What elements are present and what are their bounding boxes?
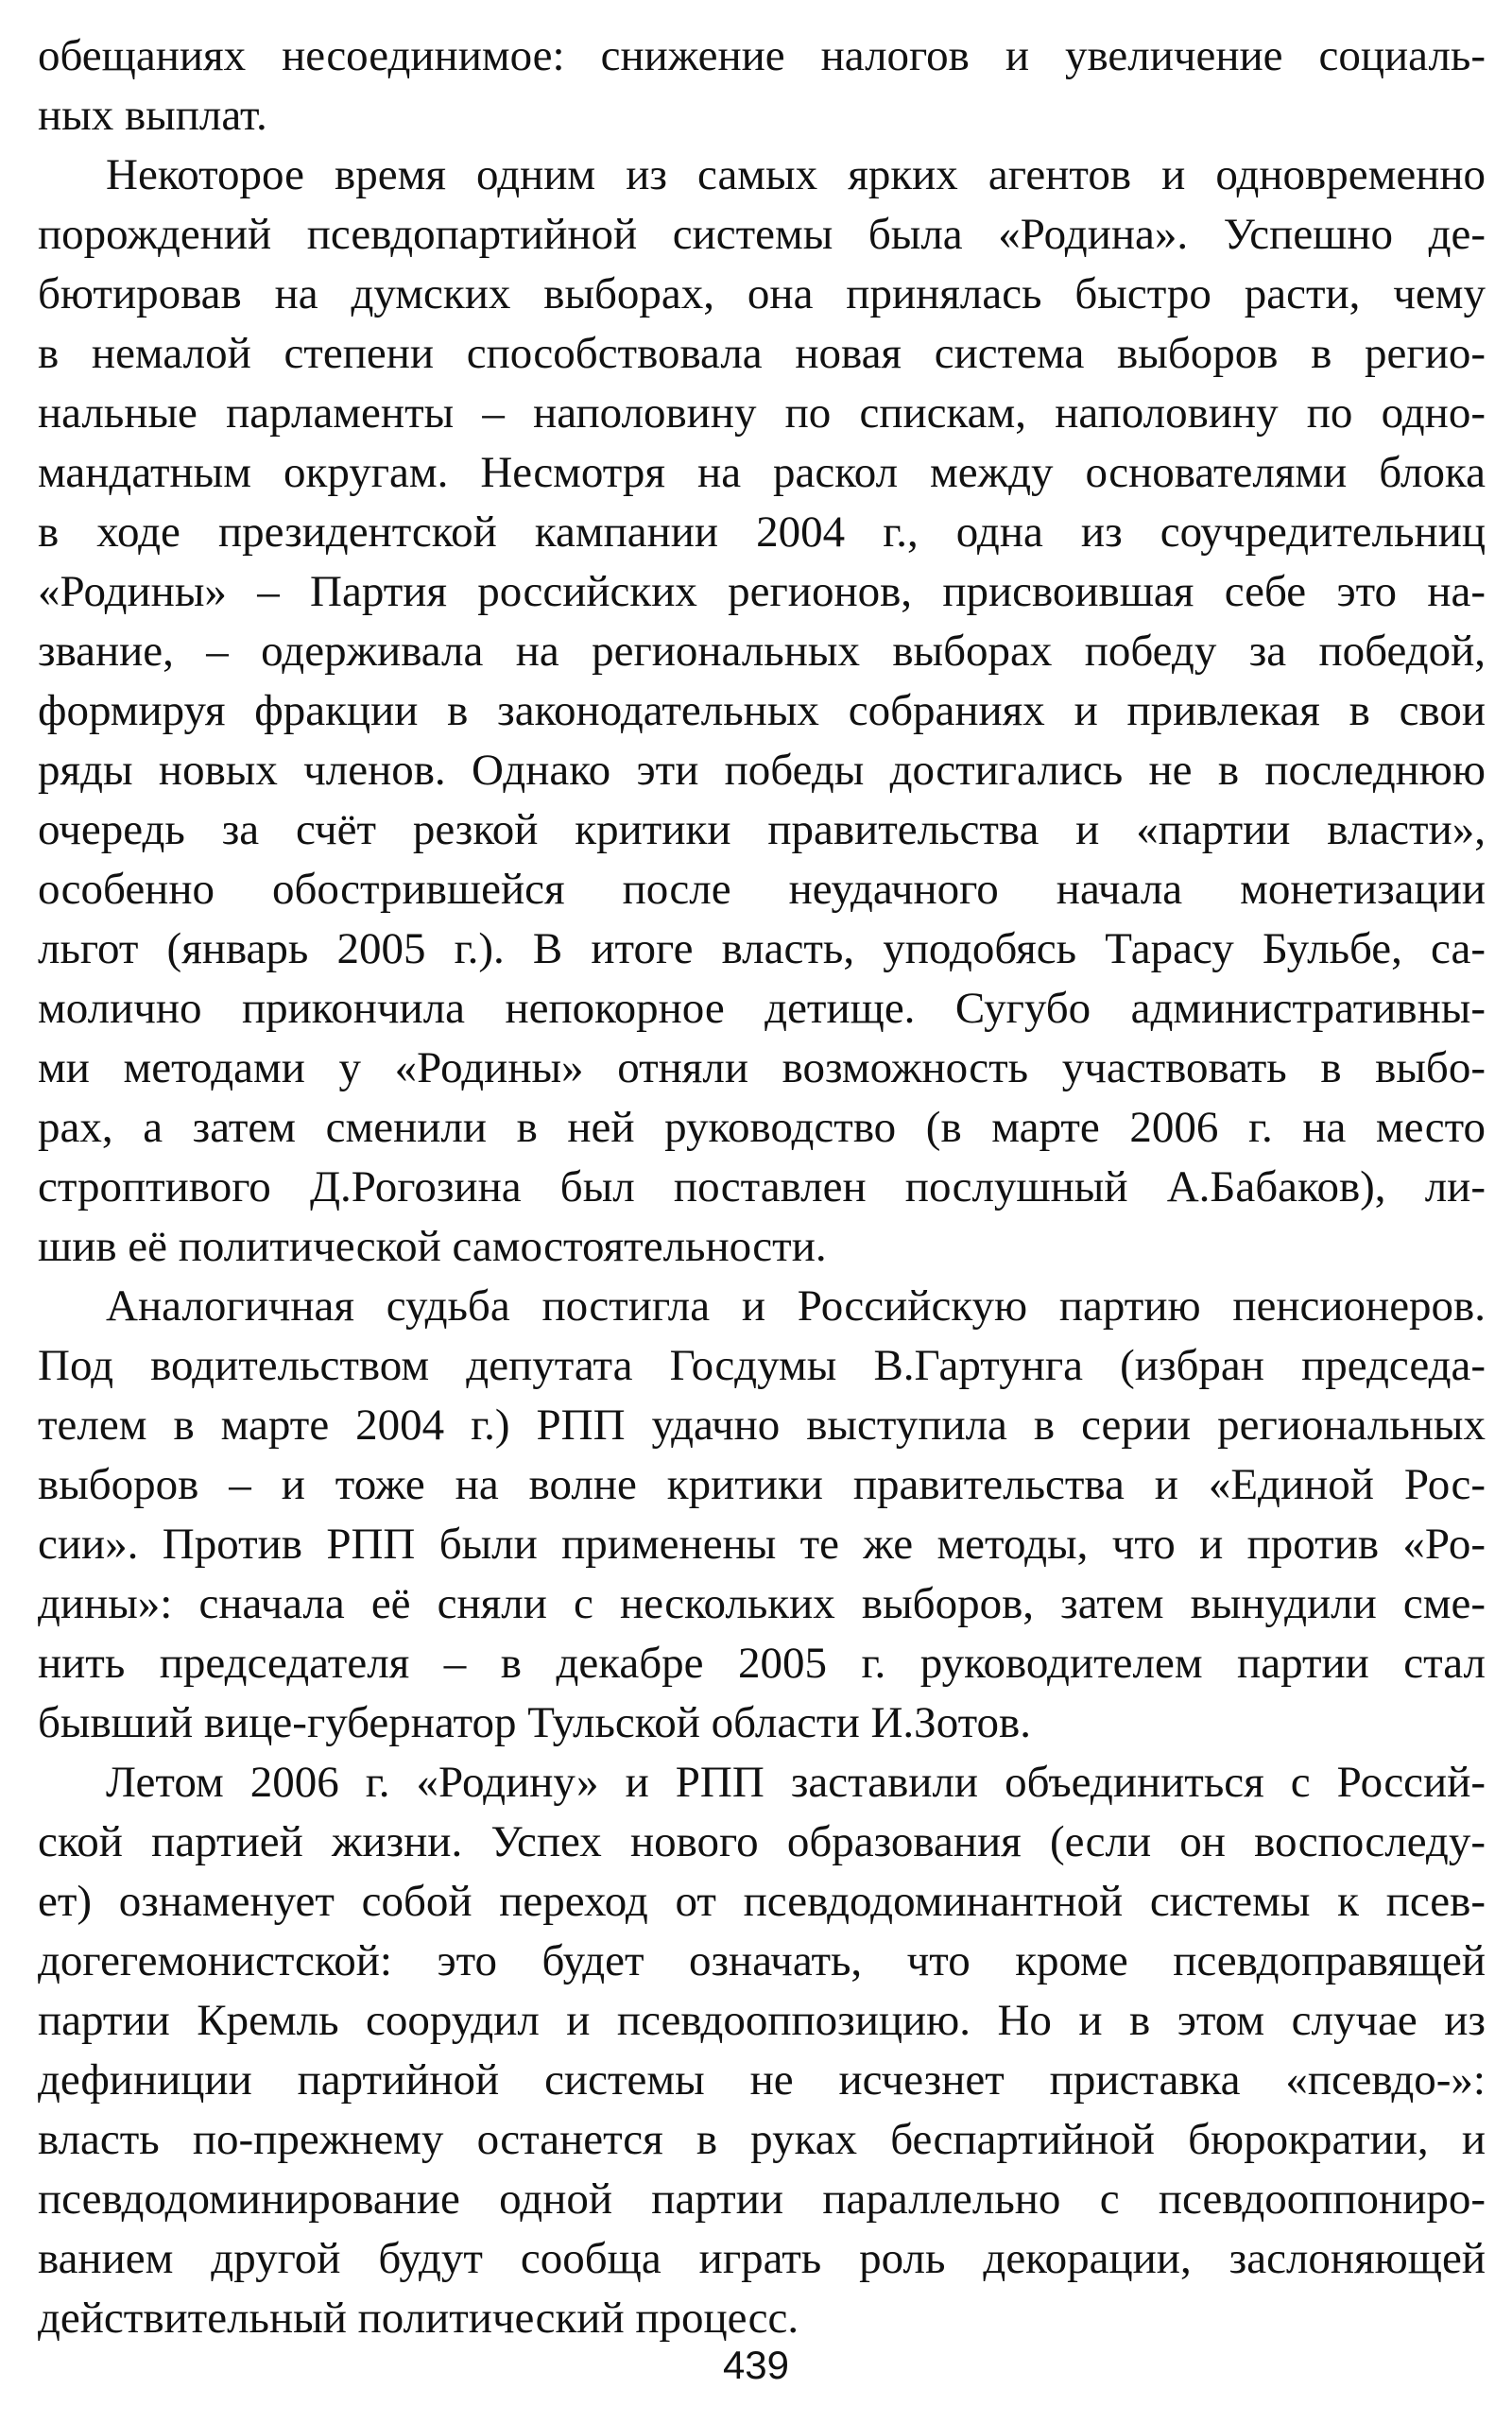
text-line: порождений псевдопартийной системы была «Родина». Успешно де- xyxy=(38,210,1486,259)
text-line: обещаниях несоединимое: снижение налогов и увеличение социаль- xyxy=(38,31,1486,80)
text-line: шив её политической самостоятельности. xyxy=(38,1222,827,1271)
text-line: Некоторое время одним из самых ярких агентов и одновременно xyxy=(106,150,1486,199)
text-line: звание, – одерживала на региональных выборах победу за победой, xyxy=(38,627,1486,676)
text-line: молично прикончила непокорное детище. Сугубо административны- xyxy=(38,984,1486,1033)
page-number: 439 xyxy=(722,2343,790,2387)
paragraph xyxy=(38,1277,1486,1753)
text-line: нальные парламенты – наполовину по спискам, наполовину по одно- xyxy=(38,388,1486,438)
text-line: псевдодоминирование одной партии параллельно с псевдооппониро- xyxy=(38,2174,1486,2224)
text-line: очередь за счёт резкой критики правительства и «партии власти», xyxy=(38,805,1486,854)
text-line: дины»: сначала её сняли с нескольких выборов, затем вынудили сме- xyxy=(38,1579,1486,1628)
text-line: действительный политический процесс. xyxy=(38,2294,799,2343)
text-line: льгот (январь 2005 г.). В итоге власть, уподобясь Тарасу Бульбе, са- xyxy=(38,924,1486,973)
text-line: выборов – и тоже на волне критики правительства и «Единой Рос- xyxy=(38,1460,1486,1509)
text-line: рах, а затем сменили в ней руководство (в марте 2006 г. на место xyxy=(38,1103,1486,1152)
text-line: особенно обострившейся после неудачного начала монетизации xyxy=(38,865,1486,914)
text-line: Летом 2006 г. «Родину» и РПП заставили объединиться с Россий- xyxy=(106,1758,1486,1807)
text-line: ми методами у «Родины» отняли возможность участвовать в выбо- xyxy=(38,1043,1486,1092)
paragraph xyxy=(38,1753,1486,2348)
text-line: сии». Против РПП были применены те же методы, что и против «Ро- xyxy=(38,1520,1486,1569)
text-line: ет) ознаменует собой переход от псевдодоминантной системы к псев- xyxy=(38,1877,1486,1926)
text-line: партии Кремль соорудил и псевдооппозицию. Но и в этом случае из xyxy=(38,1996,1486,2045)
text-line: мандатным округам. Несмотря на раскол между основателями блока xyxy=(38,448,1486,497)
text-line: ской партией жизни. Успех нового образования (если он воспоследу- xyxy=(38,1817,1486,1866)
text-line: ряды новых членов. Однако эти победы достигались не в последнюю xyxy=(38,746,1486,795)
text-line: бютировав на думских выборах, она принялась быстро расти, чему xyxy=(38,269,1486,318)
text-line: формируя фракции в законодательных собраниях и привлекая в свои xyxy=(38,686,1486,735)
text-line: Под водительством депутата Госдумы В.Гартунга (избран председа- xyxy=(38,1341,1486,1390)
paragraph xyxy=(38,146,1486,1277)
text-line: «Родины» – Партия российских регионов, присвоившая себе это на- xyxy=(38,567,1486,616)
paragraph xyxy=(38,26,1486,146)
text-line: телем в марте 2004 г.) РПП удачно выступила в серии региональных xyxy=(38,1401,1486,1450)
text-line: Аналогичная судьба постигла и Российскую партию пенсионеров. xyxy=(106,1281,1486,1331)
text-line: ванием другой будут сообща играть роль декорации, заслоняющей xyxy=(38,2234,1486,2283)
text-line: власть по-прежнему останется в руках беспартийной бюрократии, и xyxy=(38,2115,1486,2164)
body-text xyxy=(38,26,1486,2348)
text-line: бывший вице-губернатор Тульской области И.Зотов. xyxy=(38,1698,1031,1747)
text-line: в ходе президентской кампании 2004 г., одна из соучредительниц xyxy=(38,507,1486,557)
text-line: догегемонистской: это будет означать, что кроме псевдоправящей xyxy=(38,1936,1486,1985)
text-line: в немалой степени способствовала новая система выборов в регио- xyxy=(38,329,1486,378)
text-line: строптивого Д.Рогозина был поставлен послушный А.Бабаков), ли- xyxy=(38,1162,1486,1212)
text-line: дефиниции партийной системы не исчезнет приставка «псевдо-»: xyxy=(38,2055,1486,2105)
text-line: ных выплат. xyxy=(38,91,267,140)
text-line: нить председателя – в декабре 2005 г. руководителем партии стал xyxy=(38,1639,1486,1688)
